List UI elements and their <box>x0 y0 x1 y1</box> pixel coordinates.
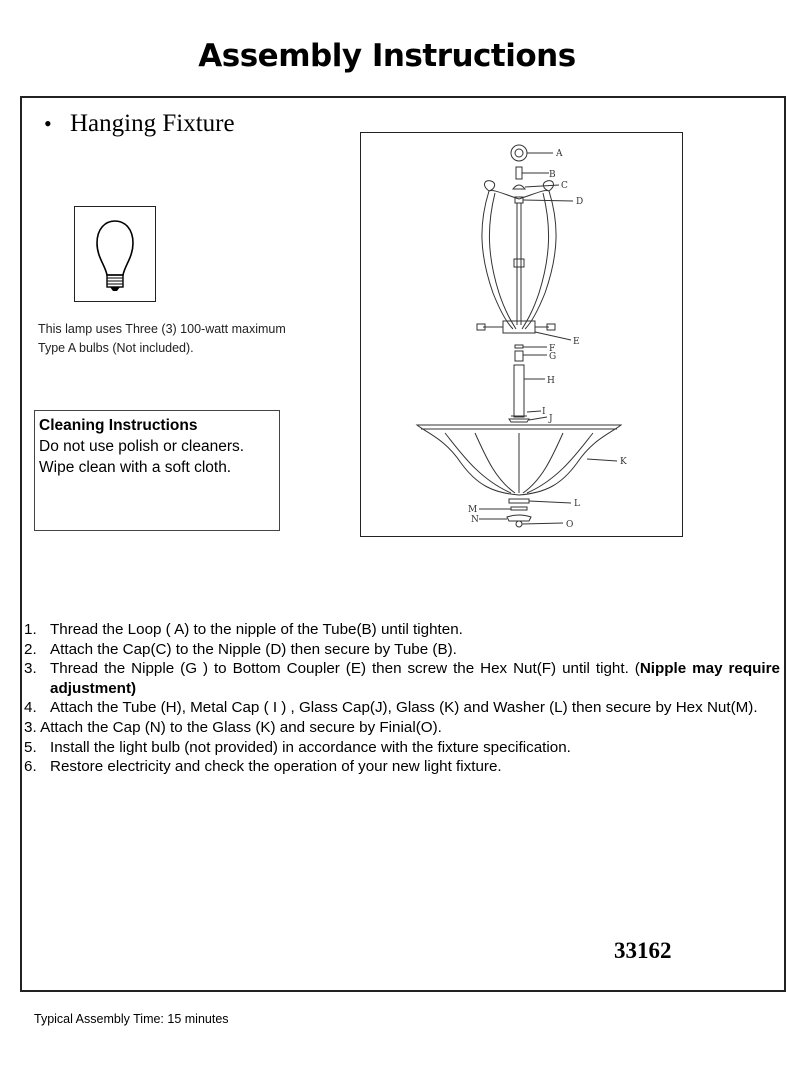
step-number: 3. <box>24 660 37 678</box>
label-f: F <box>549 344 556 354</box>
cleaning-heading: Cleaning Instructions <box>39 417 198 434</box>
step-item <box>24 738 780 758</box>
page-title: Assembly Instructions <box>198 38 576 74</box>
step-text: Restore electricity and check the operation of your new light fixture. <box>50 758 502 776</box>
fixture-heading-text: Hanging Fixture <box>70 110 235 137</box>
label-g: G <box>549 352 557 362</box>
label-b: B <box>549 170 556 180</box>
step-item <box>24 640 780 660</box>
step-item <box>24 698 780 718</box>
step-number: 2. <box>24 640 37 658</box>
step-text-wrapper <box>50 659 780 698</box>
step-number: 3. <box>24 718 37 736</box>
step-text: Install the light bulb (not provided) in accordance with the fixture specification. <box>50 738 571 756</box>
label-a: A <box>556 149 563 159</box>
lamp-note: This lamp uses Three (3) 100-watt maximum Type A bulbs (Not included). <box>38 322 286 355</box>
light-bulb-icon <box>75 207 155 301</box>
model-number: 33162 <box>614 938 672 963</box>
step-text: Attach the Cap(C) to the Nipple (D) then secure by Tube (B). <box>50 640 457 658</box>
label-j: J <box>549 414 553 424</box>
step-item <box>24 620 780 640</box>
step-number: 5. <box>24 738 37 756</box>
fixture-heading <box>44 110 235 138</box>
assembly-time: Typical Assembly Time: 15 minutes <box>34 1012 229 1026</box>
label-n: N <box>471 515 479 525</box>
label-d: D <box>576 197 584 207</box>
step-item <box>24 659 780 698</box>
step-item <box>24 757 780 777</box>
label-h: H <box>547 376 555 386</box>
step-text: Attach the Tube (H), Metal Cap ( I ) , Glass Cap(J), Glass (K) and Washer (L) then secure by Hex Nut(M). <box>50 699 758 717</box>
bullet-icon: • <box>44 111 52 136</box>
step-number: 6. <box>24 758 37 776</box>
cleaning-instructions-box <box>34 410 280 531</box>
step-text: Thread the Nipple (G ) to Bottom Coupler (E) then screw the Hex Nut(F) until tight. ( <box>50 660 640 678</box>
exploded-parts-diagram <box>360 132 683 537</box>
fixture-diagram-svg <box>361 133 681 535</box>
step-note-bold: Nipple may require adjustment) <box>50 660 781 697</box>
label-c: C <box>561 181 568 191</box>
label-k: K <box>620 457 627 467</box>
step-number: 1. <box>24 621 37 638</box>
label-m: M <box>468 505 478 515</box>
step-item <box>24 718 780 738</box>
label-l: L <box>574 499 580 509</box>
step-text: Thread the Loop ( A) to the nipple of the Tube(B) until tighten. <box>50 621 463 638</box>
label-i: I <box>542 407 546 417</box>
assembly-steps <box>24 620 780 777</box>
step-number: 4. <box>24 699 37 717</box>
bulb-illustration <box>74 206 156 302</box>
cleaning-line-2: Wipe clean with a soft cloth. <box>39 459 232 476</box>
cleaning-line-1: Do not use polish or cleaners. <box>39 438 245 455</box>
label-e: E <box>573 337 580 347</box>
loop-part <box>511 145 527 161</box>
step-text: Attach the Cap (N) to the Glass (K) and secure by Finial(O). <box>40 718 442 736</box>
label-o: O <box>566 520 574 530</box>
